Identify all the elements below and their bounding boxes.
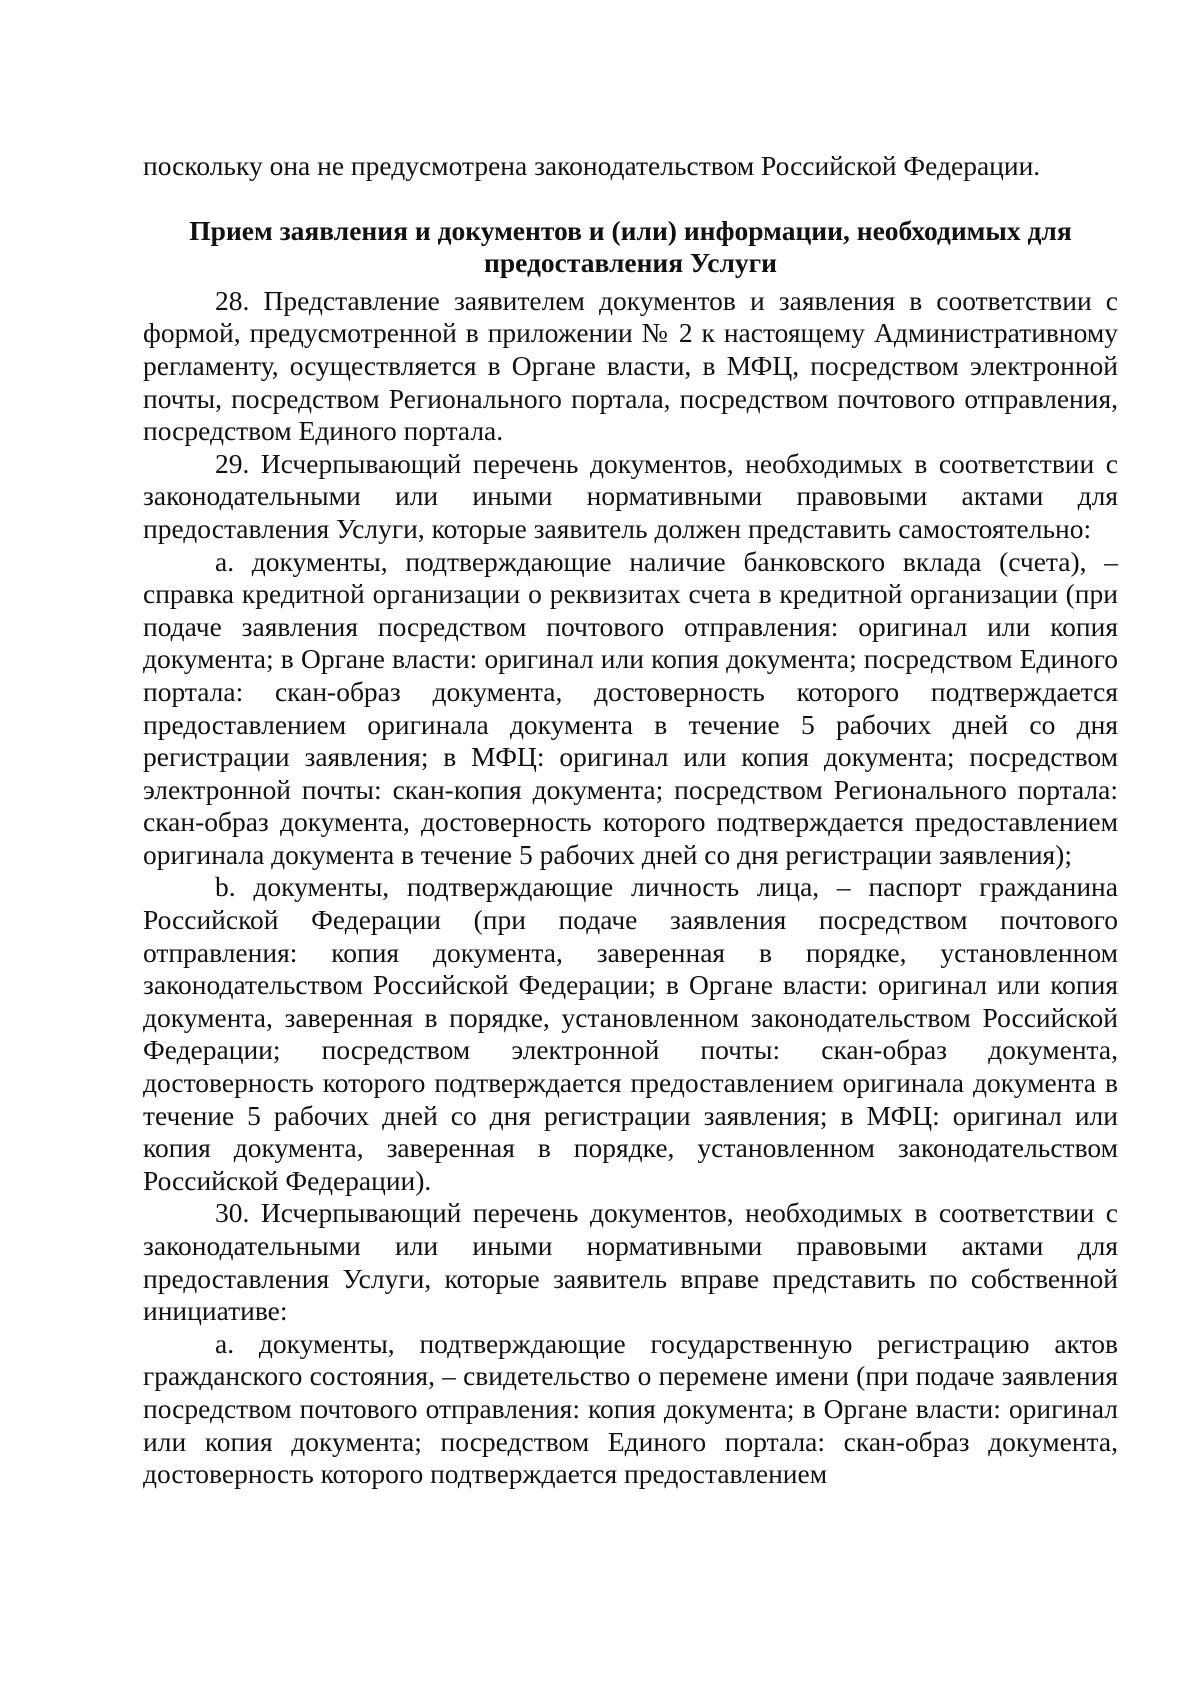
paragraph-28: 28. Представление заявителем документов и заявления в соответствии с формой, предусмотренной в приложении № 2 к настоящему Административному регламенту, осуществляется в Органе власти, в МФЦ, посредством электронной почты, посредством Регионального портала, посредством почтового отправления, посредством Единого портала. — [143, 284, 1118, 447]
lead-line: поскольку она не предусмотрена законодательством Российской Федерации. — [143, 150, 1041, 181]
paragraph-30: 30. Исчерпывающий перечень документов, необходимых в соответствии с законодательными или иными нормативными правовыми актами для предоставления Услуги, которые заявитель вправе представить по собственной инициативе: — [143, 1197, 1118, 1327]
paragraph-29-item-a: a. документы, подтверждающие наличие банковского вклада (счета), – справка кредитной организации о реквизитах счета в кредитной организации (при подаче заявления посредством почтового отправления: оригинал или копия документа; в Органе власти: оригинал или копия документа; посредством Единого портала: скан-образ документа, достоверность которого подтверждается предоставлением оригинала документа в течение 5 рабочих дней со дня регистрации заявления; в МФЦ: оригинал или копия документа; посредством электронной почты: скан-копия документа; посредством Регионального портала: скан-образ документа, достоверность которого подтверждается предоставлением оригинала документа в течение 5 рабочих дней со дня регистрации заявления); — [143, 545, 1118, 870]
document-body — [143, 150, 1118, 1491]
paragraph-29: 29. Исчерпывающий перечень документов, необходимых в соответствии с законодательными или иными нормативными правовыми актами для предоставления Услуги, которые заявитель должен представить самостоятельно: — [143, 447, 1118, 544]
paragraph-29-item-b: b. документы, подтверждающие личность лица, – паспорт гражданина Российской Федерации (при подаче заявления посредством почтового отправления: копия документа, заверенная в порядке, установленном законодательством Российской Федерации; в Органе власти: оригинал или копия документа, заверенная в порядке, установленном законодательством Российской Федерации; посредством электронной почты: скан-образ документа, достоверность которого подтверждается предоставлением оригинала документа в течение 5 рабочих дней со дня регистрации заявления; в МФЦ: оригинал или копия документа, заверенная в порядке, установленном законодательством Российской Федерации). — [143, 871, 1118, 1196]
section-heading: Прием заявления и документов и (или) информации, необходимых для предоставления Услуги — [189, 214, 1072, 279]
paragraph-30-item-a: a. документы, подтверждающие государственную регистрацию актов гражданского состояния, – свидетельство о перемене имени (при подаче заявления посредством почтового отправления: копия документа; в Органе власти: оригинал или копия документа; посредством Единого портала: скан-образ документа, достоверность которого подтверждается предоставлением — [143, 1327, 1118, 1490]
